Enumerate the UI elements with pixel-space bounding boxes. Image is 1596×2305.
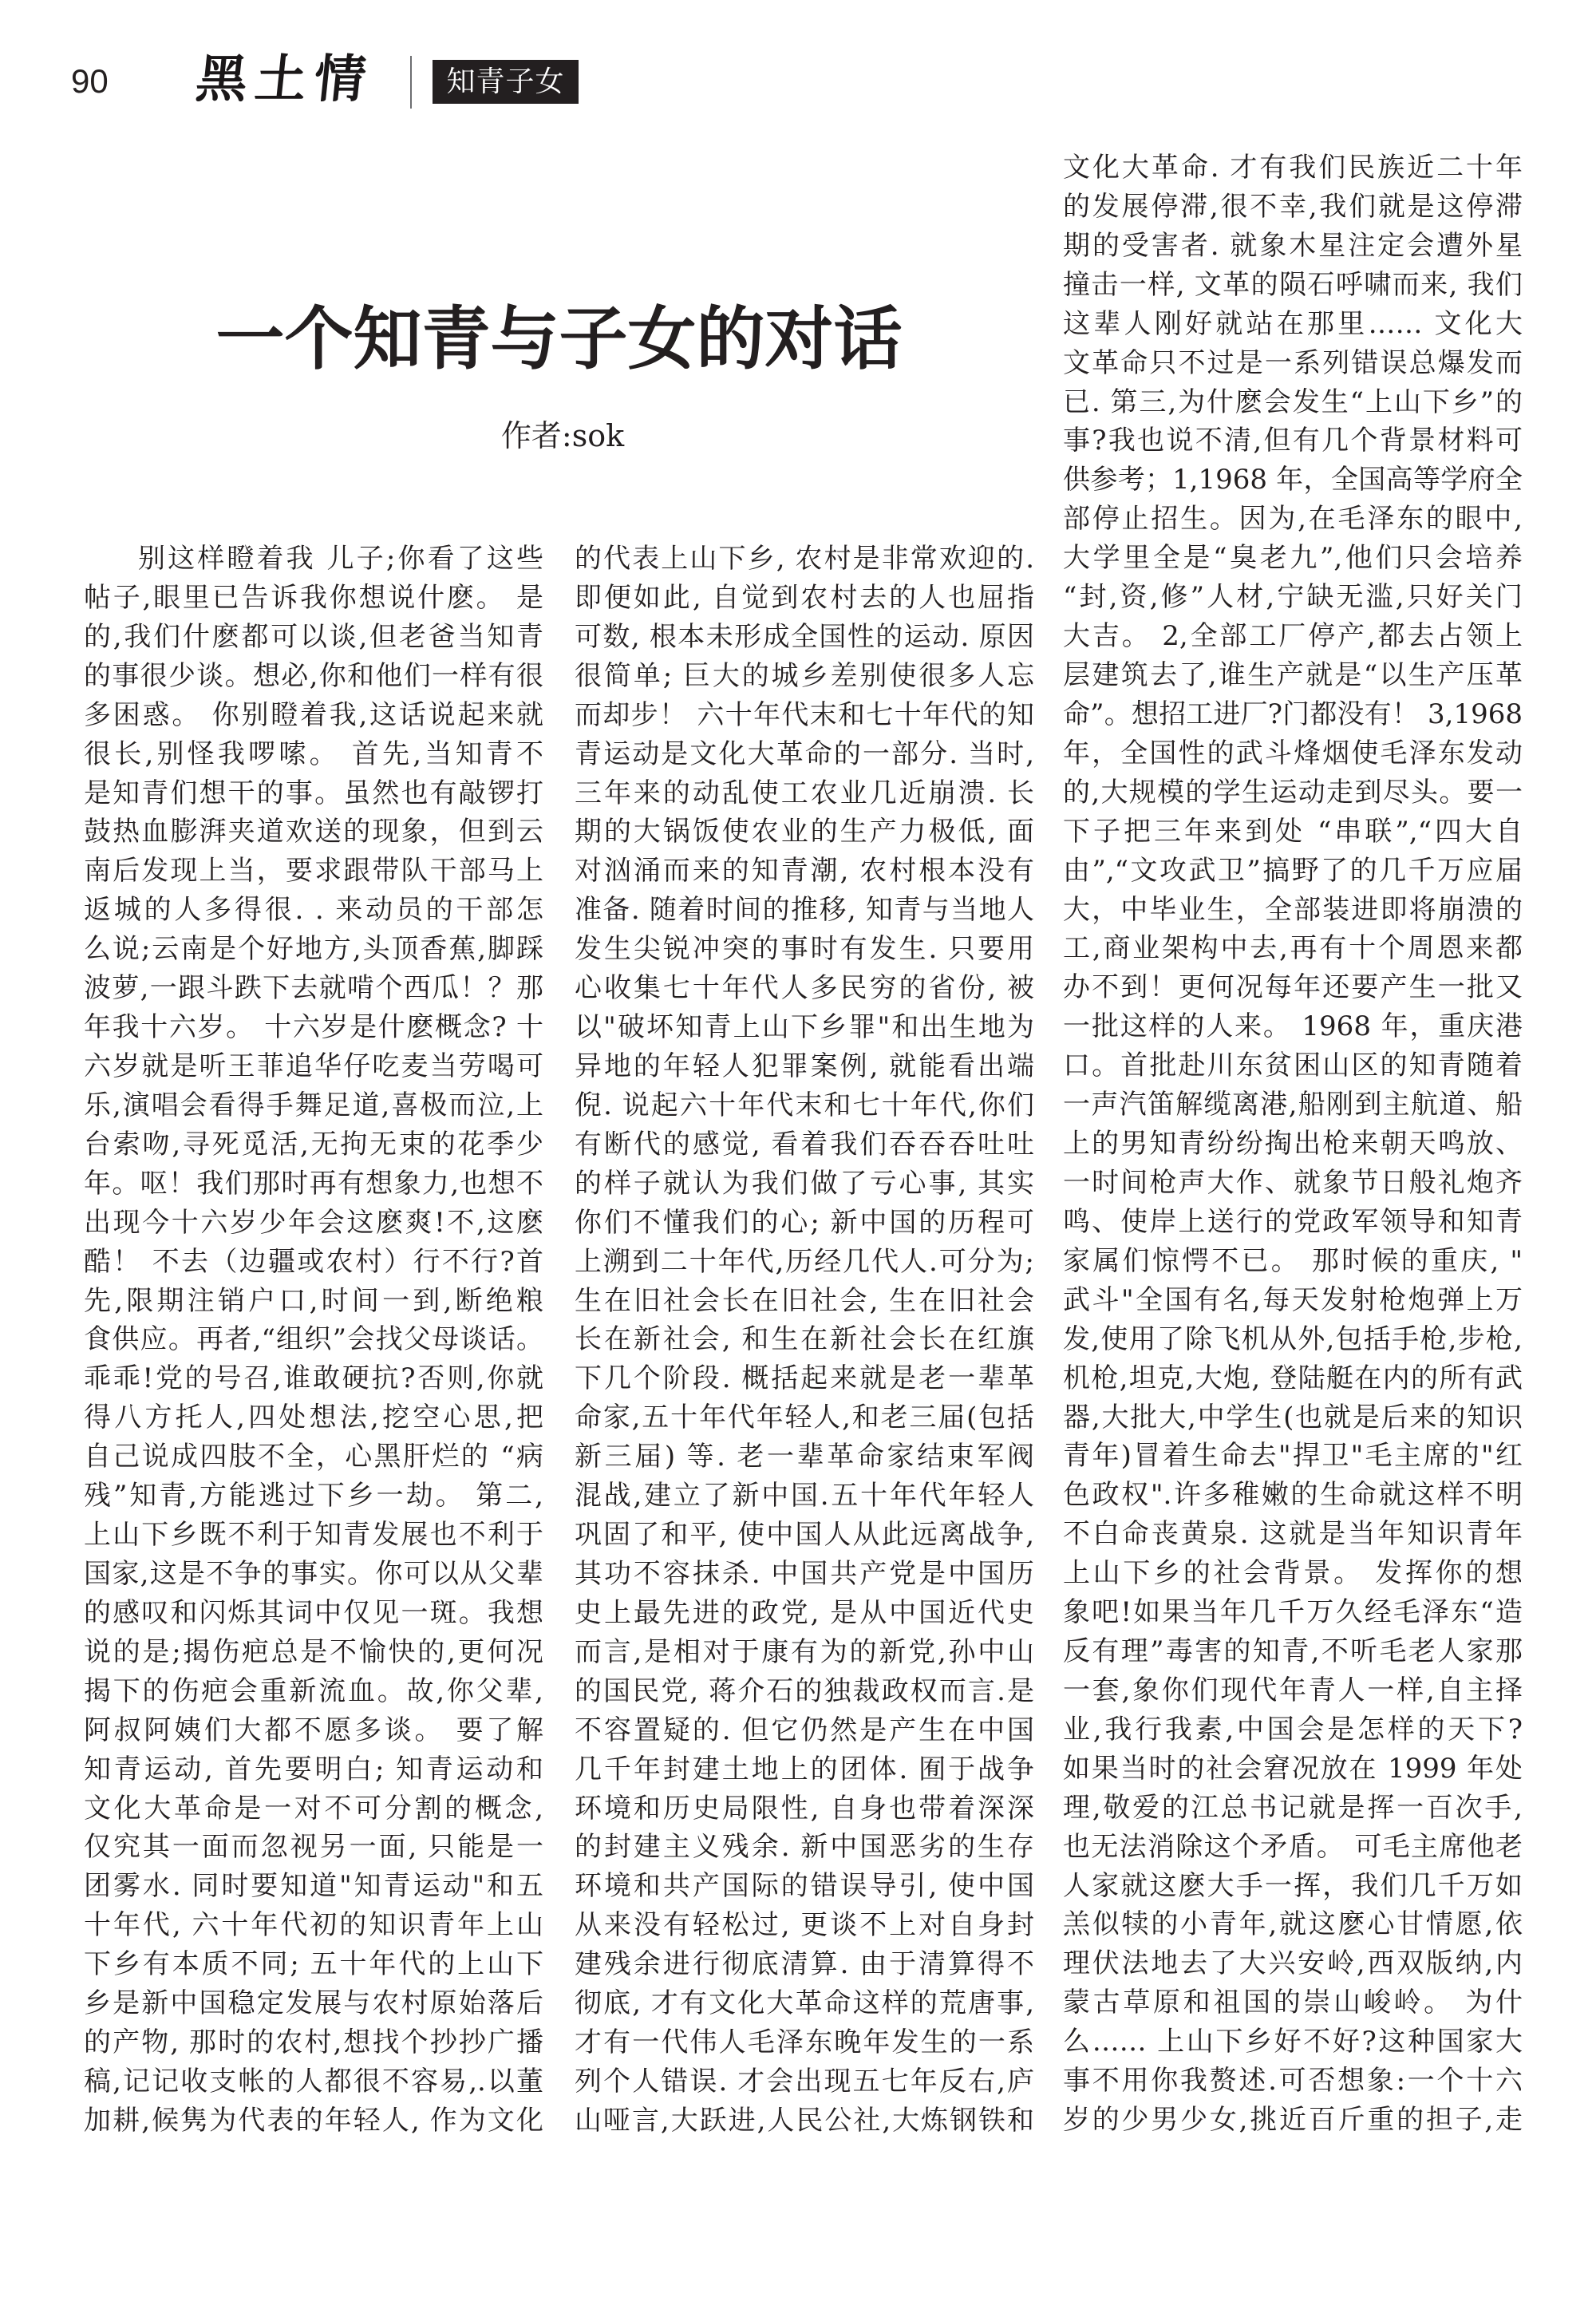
text-line: 机枪,坦克,大炮, 登陆艇在内的所有武: [1063, 1362, 1523, 1394]
text-line: 理,敬爱的江总书记就是挥一百次手,: [1063, 1791, 1523, 1824]
text-line: 混战,建立了新中国.五十年代年轻人: [575, 1480, 1034, 1512]
text-line: 已. 第三,为什麽会发生“上山下乡”的: [1063, 385, 1523, 418]
text-line: 么说;云南是个好地方,头顶香蕉,脚踩: [84, 933, 543, 966]
text-line: 年。呕！我们那时再有想象力,也想不: [84, 1167, 543, 1200]
text-line: 上山下乡的社会背景。 发挥你的想: [1063, 1557, 1523, 1590]
text-line: 武斗"全国有名,每天发射枪炮弹上万: [1063, 1283, 1523, 1316]
text-line: 蒙古草原和祖国的崇山峻岭。 为什: [1063, 1987, 1523, 2019]
page-number: 90: [71, 62, 109, 100]
text-line: 而却步！ 六十年代末和七十年代的知: [575, 698, 1034, 731]
text-line: 业,我行我素,中国会是怎样的天下?: [1063, 1713, 1523, 1746]
text-line: 下乡有本质不同; 五十年代的上山下: [84, 1948, 543, 1981]
text-line: 办不到！更何况每年还要产生一批又: [1063, 971, 1523, 1004]
text-line: 山哑言,大跃进,人民公社,大炼钢铁和: [575, 2104, 1034, 2137]
text-line: 的产物, 那时的农村,想找个抄抄广播: [84, 2026, 543, 2059]
text-line: 岁的少男少女,挑近百斤重的担子,走: [1063, 2104, 1523, 2137]
text-line: 也无法消除这个矛盾。 可毛主席他老: [1063, 1830, 1523, 1863]
text-line: 很简单; 巨大的城乡差别使很多人忘: [575, 659, 1034, 692]
text-line: 这辈人刚好就站在那里…… 文化大: [1063, 307, 1523, 340]
text-line: 不容置疑的. 但它仍然是产生在中国: [575, 1714, 1034, 1746]
text-line: 帖子,眼里已告诉我你想说什麽。 是: [84, 581, 543, 614]
text-line: 上山下乡既不利于知青发展也不利于: [84, 1519, 543, 1552]
text-line: 彻底, 才有文化大革命这样的荒唐事,: [575, 1987, 1034, 2020]
text-line: 环境和历史局限性, 自身也带着深深: [575, 1792, 1034, 1825]
text-line: 期的受害者. 就象木星注定会遭外星: [1063, 229, 1523, 262]
text-line: 器,大批大,中学生(也就是后来的知识: [1063, 1401, 1523, 1433]
text-line: 的发展停滞,很不幸,我们就是这停滞: [1063, 190, 1523, 223]
text-line: 么…… 上山下乡好不好?这种国家大: [1063, 2026, 1523, 2058]
text-line: 撞击一样, 文革的陨石呼啸而来, 我们: [1063, 268, 1523, 301]
text-line: 先,限期注销户口,时间一到,断绝粮: [84, 1284, 543, 1317]
text-line: 乡是新中国稳定发展与农村原始落后: [84, 1987, 543, 2020]
text-line: 说的是;揭伤疤总是不愉快的,更何况: [84, 1635, 543, 1668]
header-divider: [410, 56, 412, 109]
text-line: 从来没有轻松过, 更谈不上对自身封: [575, 1909, 1034, 1942]
text-line: 的封建主义残余. 新中国恶劣的生存: [575, 1831, 1034, 1864]
text-line: 理伏法地去了大兴安岭,西双版纳,内: [1063, 1947, 1523, 1980]
text-line: 人家就这麽大手一挥，我们几千万如: [1063, 1869, 1523, 1902]
text-line: 口。首批赴川东贫困山区的知青随着: [1063, 1050, 1523, 1082]
text-line: 可数, 根本未形成全国性的运动. 原因: [575, 620, 1034, 653]
text-line: 国家,这是不争的事实。你可以从父辈: [84, 1557, 543, 1590]
text-line: 六岁就是听王菲追华仔吃麦当劳喝可: [84, 1050, 543, 1082]
text-line: 其功不容抹杀. 中国共产党是中国历: [575, 1557, 1034, 1590]
text-line: 别这样瞪着我 儿子;你看了这些: [138, 543, 543, 575]
text-line: 的,我们什麽都可以谈,但老爸当知青: [84, 620, 543, 653]
text-line: 团雾水. 同时要知道"知青运动"和五: [84, 1870, 543, 1903]
text-line: 长在新社会, 和生在新社会长在红旗: [575, 1323, 1034, 1356]
text-line: 的样子就认为我们做了亏心事, 其实: [575, 1167, 1034, 1200]
text-line: 一套,象你们现代年青人一样,自主择: [1063, 1674, 1523, 1706]
text-line: 由”,“文攻武卫”搞野了的几千万应届: [1063, 854, 1523, 887]
text-line: 如果当时的社会窘况放在 1999 年处: [1063, 1752, 1523, 1785]
text-line: 羔似犊的小青年,就这麽心甘情愿,依: [1063, 1908, 1523, 1941]
text-line: 残”知青,方能逃过下乡一劫。 第二,: [84, 1480, 543, 1512]
text-line: 一声汽笛解缆离港,船刚到主航道、船: [1063, 1089, 1523, 1121]
text-line: 期的大锅饭使农业的生产力极低, 面: [575, 816, 1034, 848]
text-line: 是知青们想干的事。虽然也有敲锣打: [84, 777, 543, 809]
text-line: 的,大规模的学生运动走到尽头。要一: [1063, 776, 1523, 809]
text-line: “封,资,修”人材,宁缺无滥,只好关门: [1063, 581, 1523, 614]
text-line: 倪. 说起六十年代末和七十年代,你们: [575, 1089, 1034, 1121]
text-line: 文化大革命. 才有我们民族近二十年: [1063, 152, 1523, 184]
text-line: 有断代的感觉, 看着我们吞吞吞吐吐: [575, 1128, 1034, 1160]
text-line: 上溯到二十年代,历经几代人.可分为;: [575, 1245, 1034, 1278]
text-line: 事不用你我赘述.可否想象:一个十六: [1063, 2065, 1523, 2097]
text-line: 下几个阶段. 概括起来就是老一辈革: [575, 1362, 1034, 1395]
text-line: 对汹涌而来的知青潮, 农村根本没有: [575, 855, 1034, 888]
text-line: 出现今十六岁少年会这麽爽!不,这麽: [84, 1206, 543, 1239]
text-line: 南后发现上当，要求跟带队干部马上: [84, 855, 543, 888]
text-line: 鸣、使岸上送行的党政军领导和知青: [1063, 1205, 1523, 1238]
article-column-3: [1063, 148, 1523, 2140]
text-line: 多困惑。 你别瞪着我,这话说起来就: [84, 698, 543, 731]
text-line: 得八方托人,四处想法,挖空心思,把: [84, 1402, 543, 1434]
text-line: 不白命丧黄泉. 这就是当年知识青年: [1063, 1518, 1523, 1551]
text-line: 即便如此, 自觉到农村去的人也屈指: [575, 581, 1034, 614]
text-line: 上的男知青纷纷掏出枪来朝天鸣放、: [1063, 1128, 1523, 1160]
text-line: 发,使用了除飞机从外,包括手枪,步枪,: [1063, 1323, 1523, 1355]
section-badge: 知青子女: [433, 60, 579, 104]
text-line: 命家,五十年代年轻人,和老三届(包括: [575, 1402, 1034, 1434]
text-line: 而言,是相对于康有为的新党,孙中山: [575, 1635, 1034, 1668]
text-line: 建残余进行彻底清算. 由于清算得不: [575, 1948, 1034, 1981]
text-line: 台索吻,寻死觅活,无拘无束的花季少: [84, 1128, 543, 1160]
magazine-logo: 黑土情: [193, 49, 377, 109]
text-line: 发生尖锐冲突的事时有发生. 只要用: [575, 933, 1034, 966]
text-line: 年我十六岁。 十六岁是什麽概念? 十: [84, 1011, 543, 1044]
text-line: 仅究其一面而忽视另一面, 只能是一: [84, 1831, 543, 1864]
text-line: 象吧!如果当年几千万久经毛泽东“造: [1063, 1596, 1523, 1629]
article-author: 作者:sok: [500, 418, 625, 453]
text-line: 自己说成四肢不全，心黑肝烂的 “病: [84, 1441, 543, 1473]
text-line: 乖乖!党的号召,谁敢硬抗?否则,你就: [84, 1362, 543, 1395]
text-line: 揭下的伤疤会重新流血。故,你父辈,: [84, 1674, 543, 1707]
article-title: 一个知青与子女的对话: [215, 299, 903, 379]
text-line: 阿叔阿姨们大都不愿多谈。 要了解: [84, 1714, 543, 1746]
text-line: 稿,记记收支帐的人都很不容易,.以董: [84, 2065, 543, 2097]
text-line: 才有一代伟人毛泽东晚年发生的一系: [575, 2026, 1034, 2059]
text-line: 乐,演唱会看得手舞足道,喜极而泣,上: [84, 1089, 543, 1121]
text-line: 一时间枪声大作、就象节日般礼炮齐: [1063, 1166, 1523, 1199]
text-line: 一批这样的人来。 1968 年，重庆港: [1063, 1010, 1523, 1043]
text-line: 以"破坏知青上山下乡罪"和出生地为: [575, 1011, 1034, 1044]
text-line: 的感叹和闪烁其词中仅见一斑。我想: [84, 1596, 543, 1629]
text-line: 鼓热血膨湃夹道欢送的现象，但到云: [84, 816, 543, 848]
text-line: 你们不懂我们的心; 新中国的历程可: [575, 1206, 1034, 1239]
text-line: 的事很少谈。想必,你和他们一样有很: [84, 659, 543, 692]
text-line: 列个人错误. 才会出现五七年反右,庐: [575, 2065, 1034, 2097]
text-line: 生在旧社会长在旧社会, 生在旧社会: [575, 1284, 1034, 1317]
text-line: 三年来的动乱使工农业几近崩溃. 长: [575, 777, 1034, 809]
text-line: 大学里全是“臭老九”,他们只会培养: [1063, 542, 1523, 575]
text-line: 层建筑去了,谁生产就是“以生产压革: [1063, 658, 1523, 691]
text-line: 的代表上山下乡, 农村是非常欢迎的.: [575, 543, 1034, 575]
text-line: 家属们惊愕不已。 那时候的重庆, ": [1063, 1244, 1523, 1277]
text-line: 文革命只不过是一系列错误总爆发而: [1063, 346, 1523, 379]
text-line: 食供应。再者,“组织”会找父母谈话。: [84, 1323, 543, 1356]
text-line: 知青运动, 首先要明白; 知青运动和: [84, 1753, 543, 1785]
text-line: 文化大革命是一对不可分割的概念,: [84, 1792, 543, 1825]
text-line: 波萝,一跟斗跌下去就啃个西瓜！？那: [84, 972, 543, 1005]
text-line: 供参考；1,1968 年，全国高等学府全: [1063, 464, 1523, 496]
text-line: 工,商业架构中去,再有十个周恩来都: [1063, 932, 1523, 965]
text-line: 大吉。 2,全部工厂停产,都去占领上: [1063, 620, 1523, 653]
text-line: 部停止招生。因为,在毛泽东的眼中,: [1063, 503, 1523, 536]
text-line: 反有理”毒害的知青,不听毛老人家那: [1063, 1635, 1523, 1668]
text-line: 青运动是文化大革命的一部分. 当时,: [575, 737, 1034, 770]
text-line: 事?我也说不清,但有几个背景材料可: [1063, 425, 1523, 457]
text-line: 酷！ 不去（边疆或农村）行不行?首: [84, 1245, 543, 1278]
text-line: 史上最先进的政党, 是从中国近代史: [575, 1596, 1034, 1629]
text-line: 几千年封建土地上的团体. 囿于战争: [575, 1753, 1034, 1785]
text-line: 大，中毕业生，全部装进即将崩溃的: [1063, 893, 1523, 926]
text-line: 十年代, 六十年代初的知识青年上山: [84, 1909, 543, 1942]
text-line: 巩固了和平, 使中国人从此远离战争,: [575, 1519, 1034, 1552]
text-line: 准备. 随着时间的推移, 知青与当地人: [575, 894, 1034, 927]
text-line: 心收集七十年代人多民穷的省份, 被: [575, 972, 1034, 1005]
text-line: 返城的人多得很. . 来动员的干部怎: [84, 894, 543, 927]
article-column-1: [84, 540, 543, 2141]
text-line: 很长,别怪我啰嗦。 首先,当知青不: [84, 737, 543, 770]
text-line: 异地的年轻人犯罪案例, 就能看出端: [575, 1050, 1034, 1082]
text-line: 加耕,候隽为代表的年轻人, 作为文化: [84, 2104, 543, 2137]
text-line: 青年)冒着生命去"捍卫"毛主席的"红: [1063, 1440, 1523, 1473]
text-line: 年，全国性的武斗烽烟使毛泽东发动: [1063, 737, 1523, 769]
text-line: 新三届) 等. 老一辈革命家结束军阀: [575, 1441, 1034, 1473]
article-column-2: [575, 540, 1034, 2141]
text-line: 色政权".许多稚嫩的生命就这样不明: [1063, 1479, 1523, 1512]
text-line: 环境和共产国际的错误导引, 使中国: [575, 1870, 1034, 1903]
text-line: 下子把三年来到处 “串联”,“四大自: [1063, 815, 1523, 848]
text-line: 的国民党, 蒋介石的独裁政权而言.是: [575, 1674, 1034, 1707]
text-line: 命”。想招工进厂?门都没有！ 3,1968: [1063, 698, 1523, 730]
